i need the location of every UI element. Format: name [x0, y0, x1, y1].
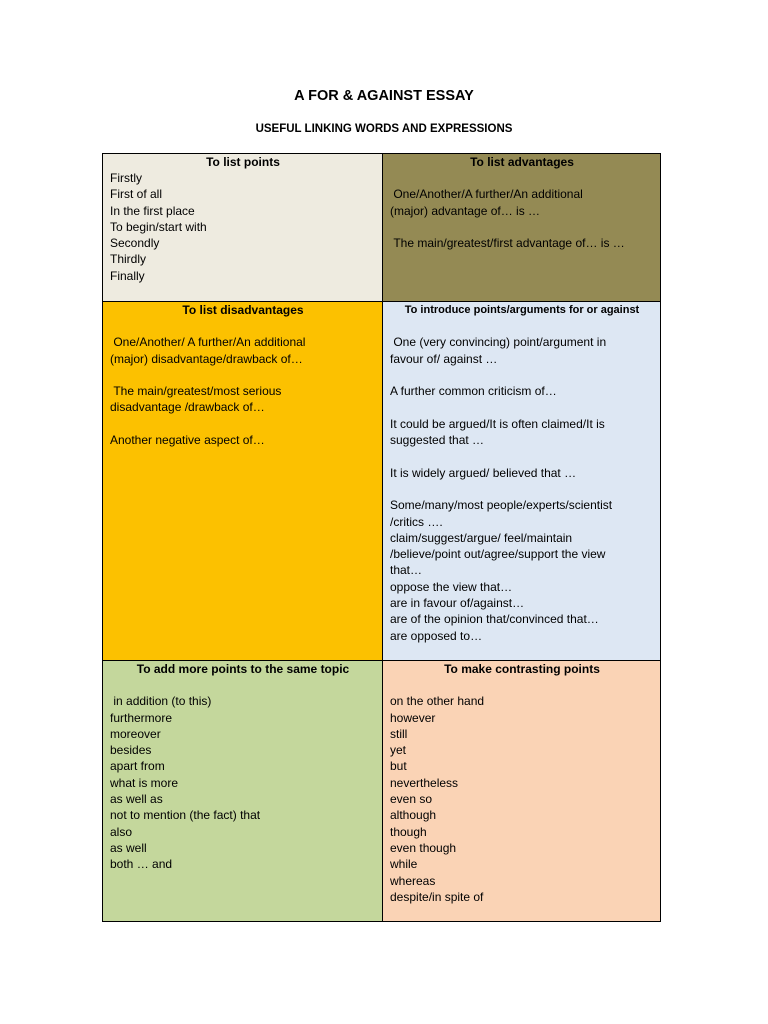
cell-heading: To list disadvantages [182, 303, 304, 317]
phrase-item: claim/suggest/argue/ feel/maintain [390, 530, 573, 545]
phrase-item: however [390, 710, 436, 725]
phrase-item [110, 367, 376, 383]
phrase-item [390, 367, 654, 383]
phrase-item: disadvantage /drawback of… [110, 400, 265, 415]
phrase-item [390, 399, 654, 415]
phrase-item: both … and [110, 857, 173, 872]
phrase-item: even so [390, 792, 433, 807]
phrase-item: that… [390, 563, 423, 578]
phrase-item [110, 677, 376, 693]
phrase-item: but [390, 759, 407, 774]
phrase-item [110, 416, 376, 432]
linking-words-table [102, 153, 661, 922]
phrase-item: One (very convincing) point/argument in [390, 335, 607, 350]
phrase-item: what is more [110, 775, 179, 790]
phrase-item: also [110, 824, 133, 839]
phrase-item [390, 318, 654, 334]
phrase-item: despite/in spite of [390, 889, 484, 904]
phrase-item: (major) disadvantage/drawback of… [110, 351, 303, 366]
phrase-item: still [390, 726, 408, 741]
phrase-item: One/Another/ A further/An additional [110, 335, 306, 350]
phrase-item: whereas [390, 873, 436, 888]
cell-list-points [103, 154, 383, 302]
phrase-item [110, 318, 376, 334]
cell-add-points [103, 661, 383, 921]
phrase-item: It could be argued/It is often claimed/It is [390, 416, 605, 431]
phrase-item: nevertheless [390, 775, 459, 790]
phrase-item: In the first place [110, 203, 195, 218]
phrase-list [390, 170, 654, 251]
cell-list-disadvantages [103, 302, 383, 661]
phrase-item: furthermore [110, 710, 173, 725]
cell-heading: To make contrasting points [444, 662, 600, 676]
phrase-item [390, 219, 654, 235]
cell-contrasting-points [383, 661, 660, 921]
cell-heading: To list points [206, 155, 280, 169]
phrase-item: are in favour of/against… [390, 596, 525, 611]
cell-heading: To list advantages [470, 155, 574, 169]
phrase-list [110, 170, 376, 284]
phrase-item: Secondly [110, 236, 160, 251]
phrase-list [110, 677, 376, 873]
phrase-item: To begin/start with [110, 219, 207, 234]
phrase-item: favour of/ against … [390, 351, 498, 366]
phrase-item: First of all [110, 187, 163, 202]
phrase-item: as well [110, 840, 147, 855]
phrase-item: in addition (to this) [110, 694, 212, 709]
document-title: A FOR & AGAINST ESSAY [294, 88, 474, 104]
phrase-item: apart from [110, 759, 165, 774]
phrase-item: while [390, 857, 418, 872]
phrase-item [390, 677, 654, 693]
phrase-item: yet [390, 743, 407, 758]
phrase-item: Some/many/most people/experts/scientist [390, 498, 613, 513]
cell-heading: To introduce points/arguments for or against [404, 304, 640, 316]
phrase-list [390, 318, 654, 644]
phrase-item: oppose the view that… [390, 579, 513, 594]
phrase-item [390, 170, 654, 186]
phrase-item: suggested that … [390, 433, 485, 448]
phrase-item: Thirdly [110, 252, 147, 267]
document-subtitle: USEFUL LINKING WORDS AND EXPRESSIONS [255, 123, 513, 135]
cell-introduce-points [383, 302, 660, 661]
cell-list-advantages [383, 154, 660, 302]
phrase-item: It is widely argued/ believed that … [390, 465, 577, 480]
phrase-item: are opposed to… [390, 628, 483, 643]
phrase-item: The main/greatest/first advantage of… is … [390, 236, 625, 251]
phrase-item: are of the opinion that/convinced that… [390, 612, 599, 627]
phrase-item: on the other hand [390, 694, 485, 709]
phrase-item: although [390, 808, 437, 823]
phrase-item [390, 448, 654, 464]
phrase-item: moreover [110, 726, 161, 741]
phrase-list [110, 318, 376, 448]
phrase-item [390, 481, 654, 497]
phrase-item: even though [390, 840, 457, 855]
phrase-item: /believe/point out/agree/support the view [390, 547, 606, 562]
phrase-item: (major) advantage of… is … [390, 203, 541, 218]
phrase-item: as well as [110, 792, 163, 807]
phrase-list [390, 677, 654, 905]
phrase-item: though [390, 824, 427, 839]
phrase-item: besides [110, 743, 152, 758]
cell-heading: To add more points to the same topic [136, 662, 350, 676]
phrase-item: /critics …. [390, 514, 443, 529]
phrase-item: One/Another/A further/An additional [390, 187, 583, 202]
phrase-item: Firstly [110, 171, 142, 185]
phrase-item: The main/greatest/most serious [110, 384, 282, 399]
phrase-item: not to mention (the fact) that [110, 808, 261, 823]
phrase-item: Another negative aspect of… [110, 433, 265, 448]
phrase-item: A further common criticism of… [390, 384, 557, 399]
phrase-item: Finally [110, 268, 145, 283]
